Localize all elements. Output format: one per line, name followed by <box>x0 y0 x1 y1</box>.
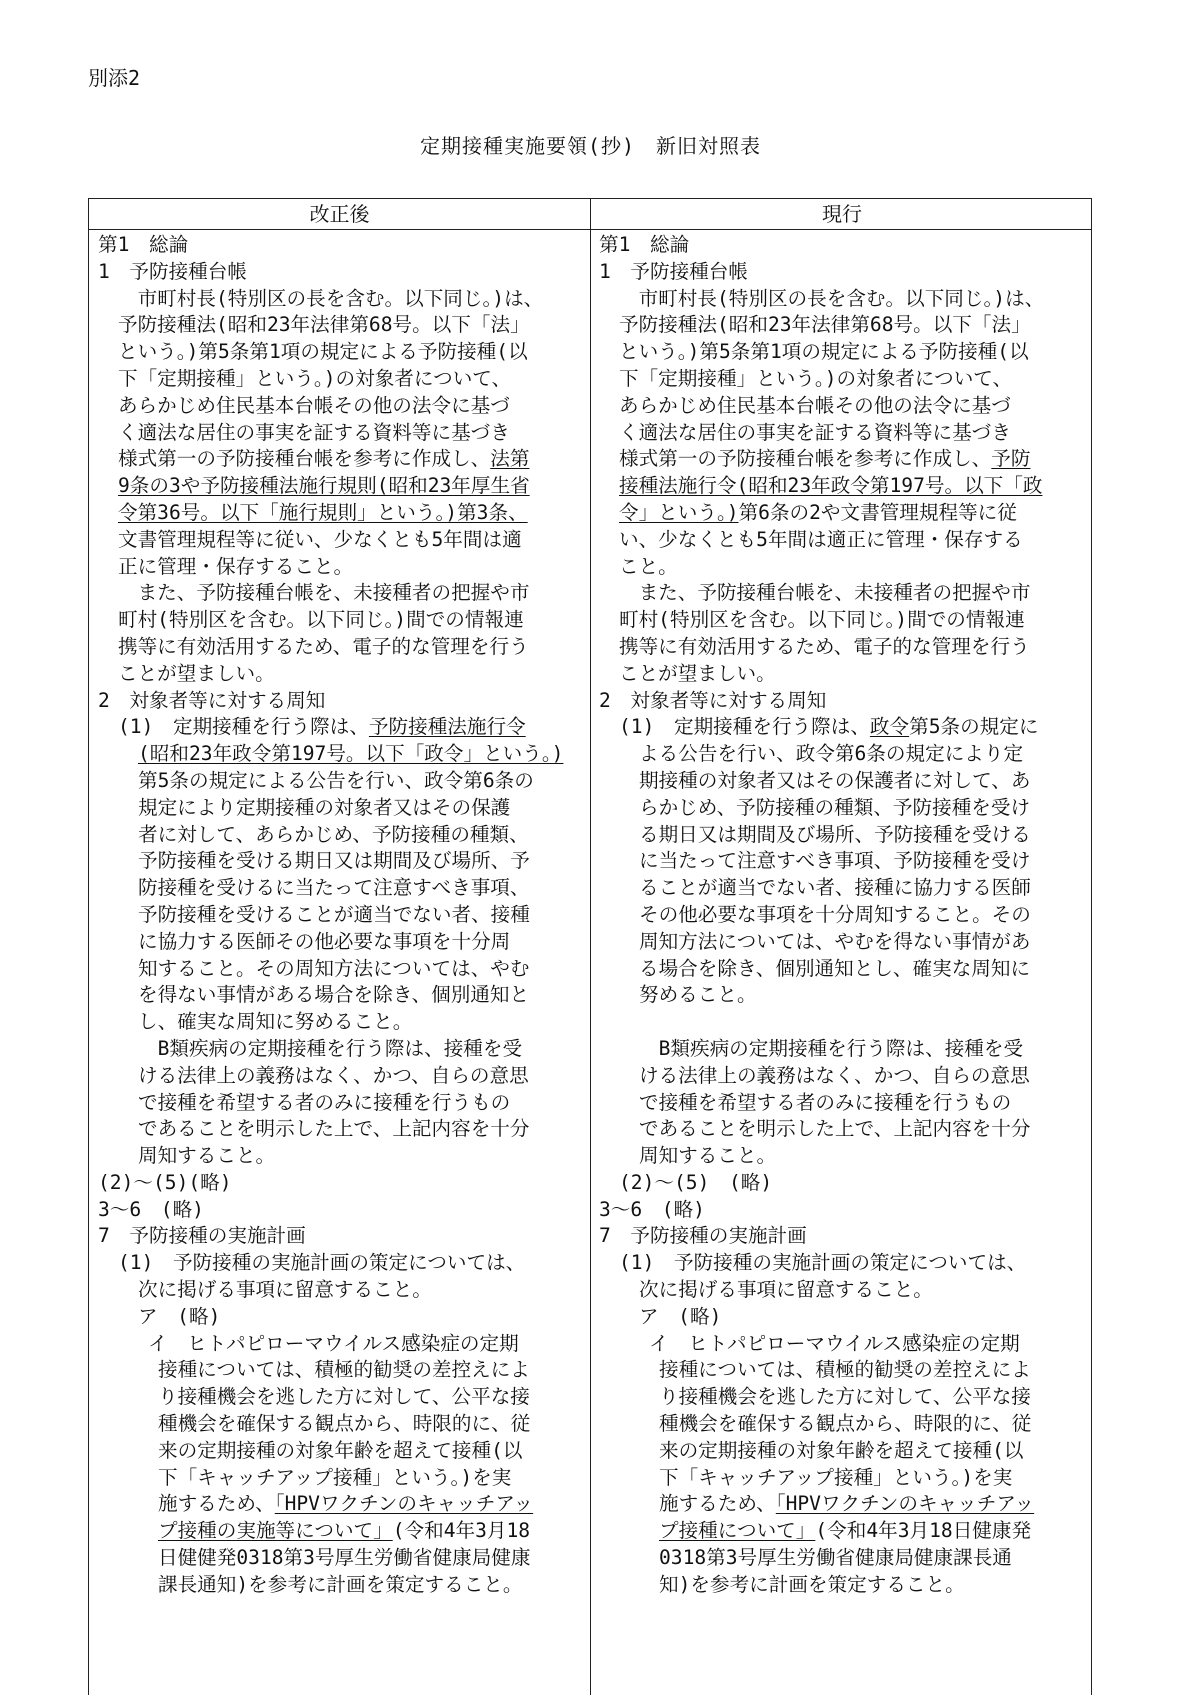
after-amended-text: (昭和23年政令第197号。以下「政令」という。) <box>138 742 564 766</box>
header-current: 現行 <box>822 202 862 226</box>
header-after: 改正後 <box>309 202 370 226</box>
current-line: い、少なくとも5年間は適正に管理・保存する <box>619 527 1023 551</box>
after-line: 7 予防接種の実施計画 <box>98 1224 306 1248</box>
after-line: 知すること。その周知方法については、やむ <box>138 956 530 980</box>
after-line <box>98 473 583 500</box>
current-line: く適法な居住の事実を証する資料等に基づき <box>619 420 1011 444</box>
comparison-table <box>88 198 1092 1695</box>
current-amended-text: プ接種について」 <box>659 1519 816 1543</box>
after-line <box>98 714 583 741</box>
after-amended-text: 令第36号。以下「施行規則」という。)第3条、 <box>118 500 528 524</box>
current-line <box>599 1491 1084 1518</box>
after-line: ア (略) <box>138 1304 221 1328</box>
after-line: イ ヒトパピローマウイルス感染症の定期 <box>148 1331 519 1355</box>
current-line: (1) 予防接種の実施計画の策定については、 <box>619 1251 1027 1275</box>
current-line: 下「キャッチアップ接種」という。)を実 <box>659 1465 1013 1489</box>
after-line: 第1 総論 <box>98 233 189 256</box>
current-line: よる公告を行い、政令第6条の規定により定 <box>639 742 1024 766</box>
current-line: こと。 <box>619 554 678 578</box>
current-line: その他必要な事項を十分周知すること。その <box>639 902 1031 926</box>
after-amended-text: 法第 <box>490 447 530 471</box>
current-line: らかじめ、予防接種の種類、予防接種を受け <box>639 795 1031 819</box>
after-line: に協力する医師その他必要な事項を十分周 <box>138 929 511 953</box>
after-amended-text: 9条の3や予防接種法施行規則(昭和23年厚生省 <box>118 474 530 498</box>
after-line: (1) 予防接種の実施計画の策定については、 <box>118 1251 526 1275</box>
after-line: 下「定期接種」という。)の対象者について、 <box>118 366 512 390</box>
current-line: 種機会を確保する観点から、時限的に、従 <box>659 1412 1032 1436</box>
after-line: 日健健発0318第3号厚生労働省健康局健康 <box>158 1546 531 1570</box>
after-line: 第5条の規定による公告を行い、政令第6条の <box>138 768 534 792</box>
current-line: ア (略) <box>639 1304 722 1328</box>
after-line: B類疾病の定期接種を行う際は、接種を受 <box>138 1036 523 1060</box>
after-line: 市町村長(特別区の長を含む。以下同じ。)は、 <box>118 286 544 310</box>
after-line: (2)～(5)(略) <box>98 1170 232 1194</box>
current-line: 知)を参考に計画を策定すること。 <box>659 1572 965 1596</box>
current-line: イ ヒトパピローマウイルス感染症の定期 <box>649 1331 1020 1355</box>
after-line: 予防接種を受けることが適当でない者、接種 <box>138 902 530 926</box>
after-line <box>98 1518 583 1545</box>
after-text: 施するため、 <box>158 1492 275 1516</box>
after-line: 下「キャッチアップ接種」という。)を実 <box>158 1465 512 1489</box>
after-line: 1 予防接種台帳 <box>98 259 247 283</box>
after-line: 者に対して、あらかじめ、予防接種の種類、 <box>138 822 529 846</box>
current-line: 努めること。 <box>639 983 757 1007</box>
current-line: 2 対象者等に対する周知 <box>599 688 827 712</box>
current-line: という。)第5条第1項の規定による予防接種(以 <box>619 340 1029 364</box>
current-text: 様式第一の予防接種台帳を参考に作成し、 <box>619 447 992 471</box>
after-line: 町村(特別区を含む。以下同じ。)間での情報連 <box>118 608 524 632</box>
header-divider <box>89 229 1091 230</box>
current-line: に当たって注意すべき事項、予防接種を受け <box>639 849 1031 873</box>
after-amended-text: プ接種の実施等について」 <box>158 1519 393 1543</box>
current-text: 第5条の規定に <box>909 715 1039 739</box>
after-amended-text: 予防接種法施行令 <box>368 715 526 739</box>
after-line: を得ない事情がある場合を除き、個別通知と <box>138 983 530 1007</box>
current-line: 7 予防接種の実施計画 <box>599 1224 807 1248</box>
current-line: 町村(特別区を含む。以下同じ。)間での情報連 <box>619 608 1025 632</box>
current-line <box>599 446 1084 473</box>
after-line: 周知すること。 <box>138 1144 276 1168</box>
current-line: ける法律上の義務はなく、かつ、自らの意思 <box>639 1063 1030 1087</box>
current-line: 来の定期接種の対象年齢を超えて接種(以 <box>659 1438 1024 1462</box>
current-line: 市町村長(特別区の長を含む。以下同じ。)は、 <box>619 286 1045 310</box>
current-line: 周知すること。 <box>639 1144 777 1168</box>
after-line: 文書管理規程等に従い、少なくとも5年間は適 <box>118 527 522 551</box>
after-line: 課長通知)を参考に計画を策定すること。 <box>158 1572 523 1596</box>
current-line <box>599 500 1084 527</box>
after-column <box>98 232 583 1599</box>
current-amended-text: 予防 <box>991 447 1031 471</box>
after-line: 携等に有効活用するため、電子的な管理を行う <box>118 634 529 658</box>
after-line: 次に掲げる事項に留意すること。 <box>138 1278 432 1302</box>
after-line: また、予防接種台帳を、未接種者の把握や市 <box>118 581 530 605</box>
current-line: 下「定期接種」という。)の対象者について、 <box>619 366 1013 390</box>
current-line: ことが望ましい。 <box>619 661 776 685</box>
current-line: B類疾病の定期接種を行う際は、接種を受 <box>639 1036 1024 1060</box>
current-line: 携等に有効活用するため、電子的な管理を行う <box>619 634 1030 658</box>
current-line <box>599 1518 1084 1545</box>
current-line: 接種については、積極的勧奨の差控えによ <box>659 1358 1031 1382</box>
after-amended-text: 「HPVワクチンのキャッチアッ <box>274 1492 534 1516</box>
column-divider <box>590 199 591 1695</box>
after-text: (1) 定期接種を行う際は、 <box>118 715 369 739</box>
document-title: 定期接種実施要領(抄) 新旧対照表 <box>419 134 762 158</box>
current-text: (令和4年3月18日健康発 <box>815 1519 1032 1543</box>
current-amended-text: 政令 <box>869 715 910 739</box>
current-line: 3～6 (略) <box>599 1197 705 1221</box>
current-line <box>599 714 1084 741</box>
current-line: る場合を除き、個別通知とし、確実な周知に <box>639 956 1031 980</box>
after-line: 規定により定期接種の対象者又はその保護 <box>138 795 511 819</box>
current-line: り接種機会を逃した方に対して、公平な接 <box>659 1385 1031 1409</box>
after-line: で接種を希望する者のみに接種を行うもの <box>138 1090 511 1114</box>
attachment-label: 別添2 <box>88 66 141 90</box>
current-line: (2)～(5) (略) <box>619 1170 773 1194</box>
after-text: 様式第一の予防接種台帳を参考に作成し、 <box>118 447 491 471</box>
current-column <box>599 232 1084 1599</box>
after-line: あらかじめ住民基本台帳その他の法令に基づ <box>118 393 510 417</box>
current-text: 施するため、 <box>659 1492 776 1516</box>
after-line <box>98 741 583 768</box>
after-line: 正に管理・保存すること。 <box>118 554 354 578</box>
after-text: (令和4年3月18 <box>392 1519 531 1543</box>
current-line: 第1 総論 <box>599 233 690 256</box>
after-line <box>98 500 583 527</box>
after-line: 来の定期接種の対象年齢を超えて接種(以 <box>158 1438 523 1462</box>
blank-line <box>599 1009 1084 1036</box>
after-line: であることを明示した上で、上記内容を十分 <box>138 1117 530 1141</box>
current-line: であることを明示した上で、上記内容を十分 <box>639 1117 1031 1141</box>
current-line <box>599 473 1084 500</box>
after-line: 種機会を確保する観点から、時限的に、従 <box>158 1412 531 1436</box>
after-line: 2 対象者等に対する周知 <box>98 688 326 712</box>
current-line: で接種を希望する者のみに接種を行うもの <box>639 1090 1012 1114</box>
after-line: ことが望ましい。 <box>118 661 275 685</box>
current-amended-text: 接種法施行令(昭和23年政令第197号。以下「政 <box>619 474 1043 498</box>
current-line: ることが適当でない者、接種に協力する医師 <box>639 876 1031 900</box>
current-line: 周知方法については、やむを得ない事情があ <box>639 929 1031 953</box>
after-line: ける法律上の義務はなく、かつ、自らの意思 <box>138 1063 529 1087</box>
after-line: という。)第5条第1項の規定による予防接種(以 <box>118 340 528 364</box>
current-line: また、予防接種台帳を、未接種者の把握や市 <box>619 581 1031 605</box>
after-line: 接種については、積極的勧奨の差控えによ <box>158 1358 530 1382</box>
current-line: 次に掲げる事項に留意すること。 <box>639 1278 933 1302</box>
after-line <box>98 1491 583 1518</box>
current-text: (1) 定期接種を行う際は、 <box>619 715 870 739</box>
current-line: 期接種の対象者又はその保護者に対して、あ <box>639 768 1031 792</box>
current-amended-text: 「HPVワクチンのキャッチアッ <box>775 1492 1035 1516</box>
current-line: 0318第3号厚生労働省健康局健康課長通 <box>659 1546 1012 1570</box>
after-line: り接種機会を逃した方に対して、公平な接 <box>158 1385 530 1409</box>
after-line: 予防接種法(昭和23年法律第68号。以下「法」 <box>118 313 530 337</box>
after-line: 3～6 (略) <box>98 1197 204 1221</box>
after-line <box>98 446 583 473</box>
current-line: あらかじめ住民基本台帳その他の法令に基づ <box>619 393 1011 417</box>
after-line: 防接種を受けるに当たって注意すべき事項、 <box>138 876 530 900</box>
current-amended-text: 令」という。) <box>619 500 739 524</box>
after-line: し、確実な周知に努めること。 <box>138 1010 413 1034</box>
current-line: る期日又は期間及び場所、予防接種を受ける <box>639 822 1031 846</box>
current-line: 1 予防接種台帳 <box>599 259 748 283</box>
after-line: 予防接種を受ける期日又は期間及び場所、予 <box>138 849 530 873</box>
current-text: 第6条の2や文書管理規程等に従 <box>738 500 1017 524</box>
current-line: 予防接種法(昭和23年法律第68号。以下「法」 <box>619 313 1031 337</box>
after-line: く適法な居住の事実を証する資料等に基づき <box>118 420 510 444</box>
